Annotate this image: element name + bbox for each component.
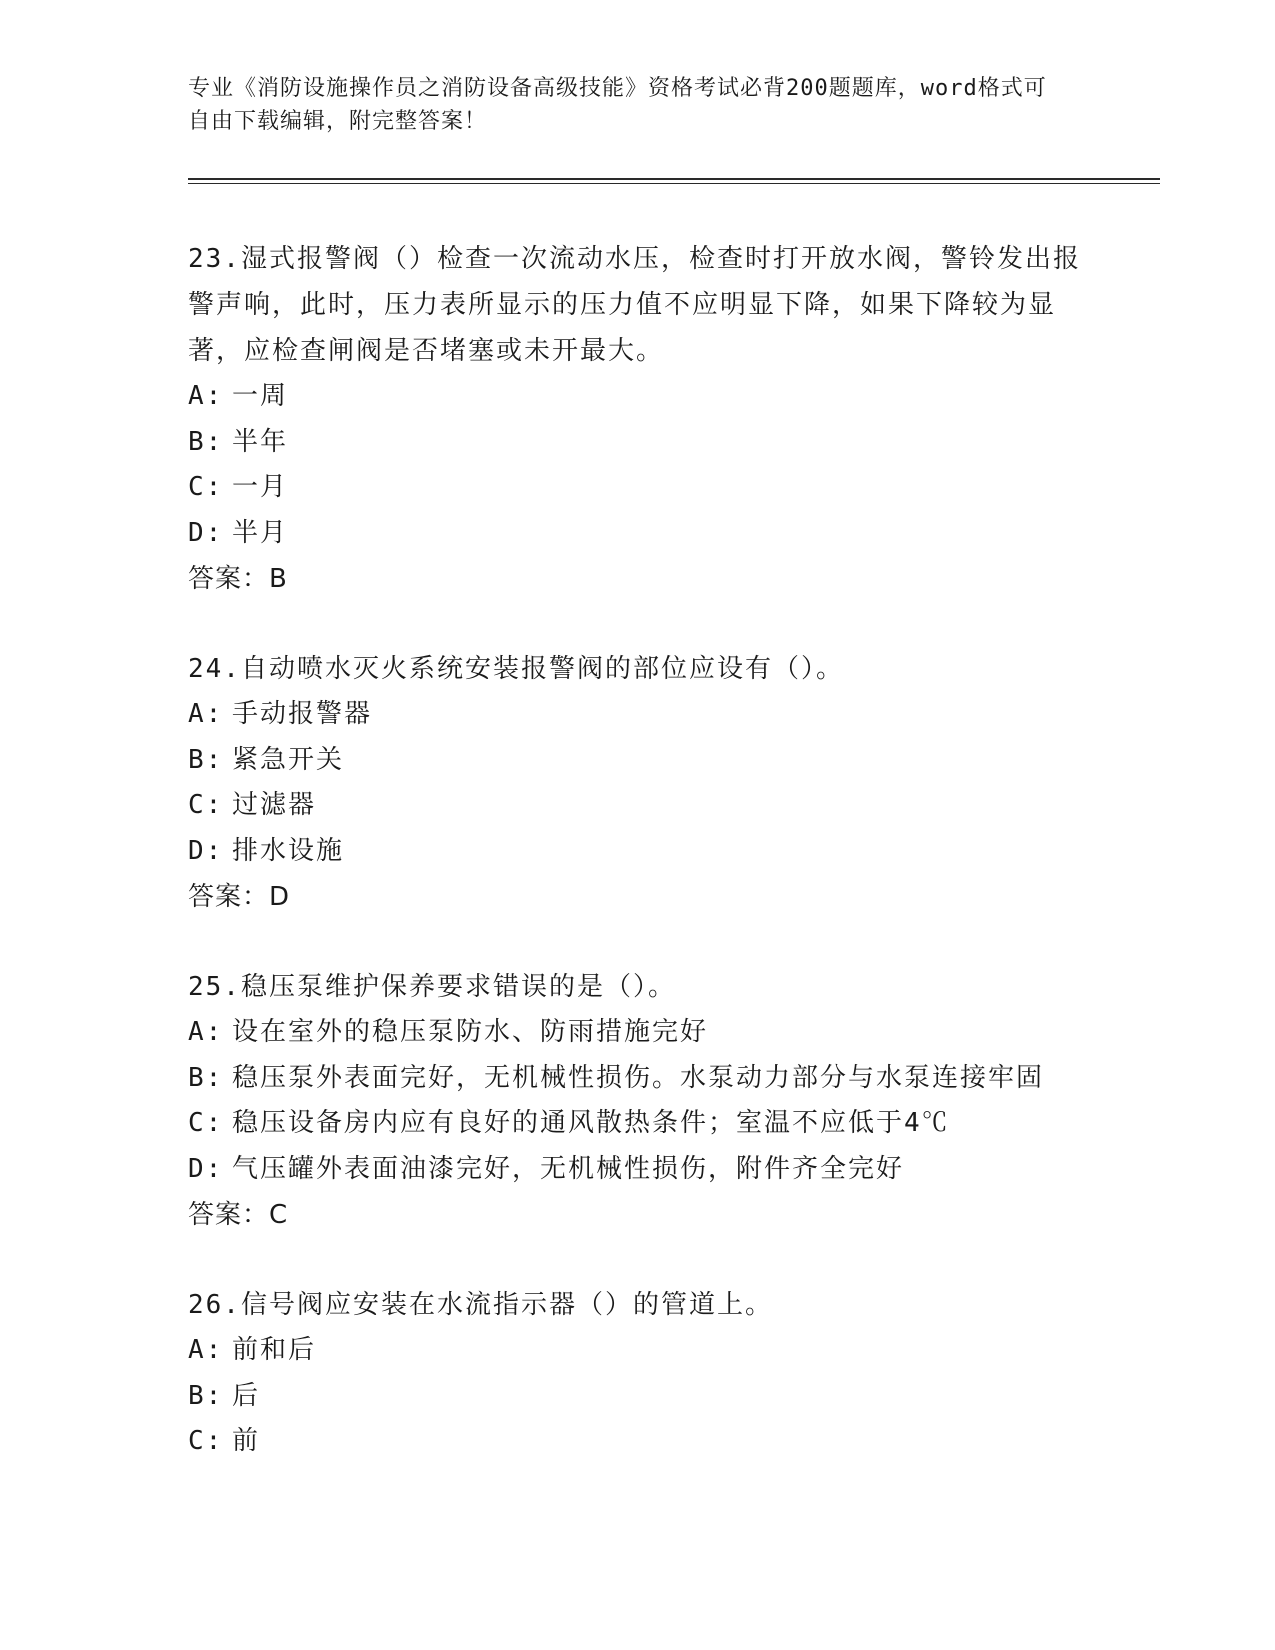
option-text: 排水设施: [232, 835, 345, 866]
option-text: 一周: [232, 381, 289, 411]
question-26: [188, 1282, 1088, 1465]
option-key: B:: [188, 1380, 224, 1411]
option-text: 前: [232, 1426, 261, 1456]
answer: 答案：D: [188, 882, 291, 912]
option-text: 气压罐外表面油漆完好，无机械性损伤，附件齐全完好: [232, 1153, 905, 1184]
answer: 答案：B: [188, 564, 288, 594]
question-list: [188, 236, 1088, 1509]
option-b: [188, 1374, 1088, 1420]
option-text: 过滤器: [232, 790, 317, 820]
header-divider-thin: [188, 183, 1160, 184]
option-d: [188, 511, 1088, 557]
option-text: 手动报警器: [232, 699, 373, 729]
option-key: A:: [188, 1017, 224, 1047]
question-23: [188, 236, 1088, 602]
option-text: 设在室外的稳压泵防水、防雨措施完好: [232, 1017, 709, 1047]
option-key: A:: [188, 1335, 224, 1365]
option-key: C:: [188, 1426, 224, 1456]
option-key: B:: [188, 1062, 224, 1093]
option-key: B:: [188, 426, 224, 457]
option-key: B:: [188, 744, 224, 775]
option-key: A:: [188, 699, 224, 729]
option-c: [188, 783, 1088, 829]
option-text: 前和后: [232, 1335, 317, 1365]
header-divider-thick: [188, 178, 1160, 180]
option-text: 半年: [232, 426, 289, 457]
option-key: A:: [188, 381, 224, 411]
question-text: 23.湿式报警阀（）检查一次流动水压，检查时打开放水阀，警铃发出报警声响，此时，压力表所显示的压力值不应明显下降，如果下降较为显著，应检查闸阀是否堵塞或未开最大。: [188, 244, 1081, 366]
option-b: [188, 1056, 1088, 1102]
option-b: [188, 738, 1088, 784]
option-d: [188, 829, 1088, 875]
question-text: 24.自动喷水灭火系统安装报警阀的部位应设有（）。: [188, 654, 844, 684]
option-text: 紧急开关: [232, 744, 345, 775]
option-key: D:: [188, 835, 224, 866]
option-text: 稳压泵外表面完好，无机械性损伤。水泵动力部分与水泵连接牢固: [232, 1062, 1045, 1093]
option-c: [188, 465, 1088, 511]
option-key: C:: [188, 1108, 224, 1138]
answer: 答案：C: [188, 1200, 289, 1230]
option-a: [188, 692, 1088, 738]
option-a: [188, 1010, 1088, 1056]
option-a: [188, 374, 1088, 420]
option-b: [188, 420, 1088, 466]
option-c: [188, 1419, 1088, 1465]
option-text: 后: [232, 1380, 261, 1411]
option-key: C:: [188, 790, 224, 820]
option-text: 一月: [232, 472, 289, 502]
option-c: [188, 1101, 1088, 1147]
option-key: D:: [188, 517, 224, 548]
question-text: 26.信号阀应安装在水流指示器（）的管道上。: [188, 1290, 773, 1320]
question-24: [188, 646, 1088, 920]
document-header: 专业《消防设施操作员之消防设备高级技能》资格考试必背200题题库，word格式可自由下载编辑，附完整答案！: [188, 76, 1047, 134]
option-text: 半月: [232, 517, 289, 548]
option-key: D:: [188, 1153, 224, 1184]
option-a: [188, 1328, 1088, 1374]
question-text: 25.稳压泵维护保养要求错误的是（）。: [188, 972, 676, 1002]
option-key: C:: [188, 472, 224, 502]
option-text: 稳压设备房内应有良好的通风散热条件；室温不应低于4℃: [232, 1108, 950, 1138]
question-25: [188, 964, 1088, 1238]
option-d: [188, 1147, 1088, 1193]
